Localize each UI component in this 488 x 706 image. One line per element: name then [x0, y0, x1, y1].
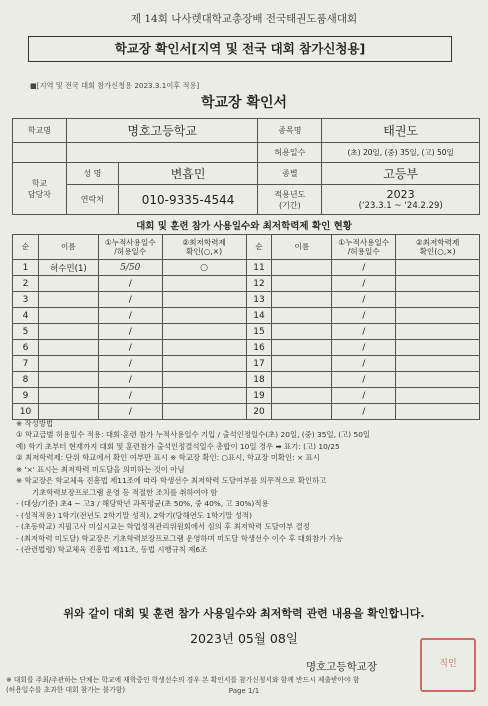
- cell-check: [162, 372, 246, 388]
- cell-check: [396, 388, 480, 404]
- table-row: [13, 276, 480, 292]
- cell-days: /: [98, 308, 162, 324]
- cell-check: [396, 308, 480, 324]
- participation-table: [12, 234, 480, 420]
- table-row: [13, 340, 480, 356]
- cell-days: /: [332, 404, 396, 420]
- contact-label: 연락처: [66, 185, 118, 215]
- cell-name: [38, 372, 98, 388]
- cell-check: [396, 356, 480, 372]
- cell-no: 2: [13, 276, 39, 292]
- contact-value: 010-9335-4544: [118, 185, 258, 215]
- type-value: 고등부: [322, 163, 480, 185]
- days-value: (초) 20일, (중) 35일, (고) 50일: [322, 143, 480, 163]
- cell-days: /: [332, 356, 396, 372]
- cell-name: 허수민(1): [38, 260, 98, 276]
- principal-signature: 명호고등학교장: [306, 661, 378, 673]
- cell-check: [162, 340, 246, 356]
- cell-no: 12: [246, 276, 272, 292]
- note-line: ※ '×' 표시는 최저학력 미도달을 의미하는 것이 아님: [16, 464, 185, 474]
- event-label: 종목명: [258, 119, 322, 143]
- cell-check: [162, 356, 246, 372]
- event-title: 제 14회 나사렛대학교총장배 전국태권도품새대회: [130, 13, 358, 25]
- table-row: [13, 260, 480, 276]
- cell-check: [396, 372, 480, 388]
- table-row: [13, 308, 480, 324]
- cell-check: [396, 260, 480, 276]
- official-seal-stamp: 직인: [420, 638, 476, 692]
- year-value: 2023 (‘23.3.1 ~ ‘24.2.29): [322, 185, 480, 215]
- staff-label: 학교 담당자: [13, 163, 67, 215]
- cell-no: 9: [13, 388, 39, 404]
- box-title: 학교장 확인서[지역 및 전국 대회 참가신청용]: [114, 41, 366, 56]
- cell-name: [272, 356, 332, 372]
- cell-check: [162, 324, 246, 340]
- cell-no: 17: [246, 356, 272, 372]
- cell-name: [38, 324, 98, 340]
- cell-no: 19: [246, 388, 272, 404]
- cell-no: 7: [13, 356, 39, 372]
- cell-no: 15: [246, 324, 272, 340]
- cell-name: [38, 276, 98, 292]
- table-row: [13, 372, 480, 388]
- cell-days: /: [332, 388, 396, 404]
- year-label: 적용년도 (기간): [258, 185, 322, 215]
- form-title: 학교장 확인서: [200, 95, 288, 111]
- cell-days: /: [332, 276, 396, 292]
- cell-no: 3: [13, 292, 39, 308]
- cell-check: [162, 308, 246, 324]
- note-line: ※ 학교장은 학교체육 진흥법 제11조에 따라 학생선수 최저학력 도달여부를 의무적으로 확인하고: [16, 476, 327, 486]
- table-row: [13, 292, 480, 308]
- cell-name: [272, 388, 332, 404]
- name-value: 변흡민: [118, 163, 258, 185]
- cell-name: [38, 292, 98, 308]
- cell-days: /: [332, 372, 396, 388]
- cell-no: 8: [13, 372, 39, 388]
- col-no: 순: [13, 235, 39, 260]
- col-check: ②최저학력제 확인(○,×): [396, 235, 480, 260]
- note-line: ※ 작성방법: [16, 419, 54, 428]
- cell-name: [38, 308, 98, 324]
- cell-name: [272, 372, 332, 388]
- cell-check: [396, 340, 480, 356]
- note-line: - (관련법령) 학교체육 진흥법 제11조, 동법 시행규칙 제6조: [16, 545, 208, 555]
- cell-name: [38, 356, 98, 372]
- cell-days: /: [332, 260, 396, 276]
- cell-no: 16: [246, 340, 272, 356]
- table-row: [13, 356, 480, 372]
- cell-name: [38, 388, 98, 404]
- cell-no: 5: [13, 324, 39, 340]
- cell-days: /: [98, 388, 162, 404]
- note-line: - (대상/기준) 초4 ~ 고3 / 해당학년 과목평균(초 50%, 중 40%, 고 30%)적용: [16, 499, 269, 509]
- cell-no: 20: [246, 404, 272, 420]
- section-title: 대회 및 훈련 참가 사용일수와 최저학력제 확인 현황: [136, 221, 352, 232]
- cell-name: [272, 260, 332, 276]
- cell-days: /: [98, 340, 162, 356]
- cell-days: /: [98, 404, 162, 420]
- cell-check: [396, 276, 480, 292]
- cell-days: /: [98, 292, 162, 308]
- cell-no: 4: [13, 308, 39, 324]
- note-line: - (초등학교) 지필고사 미실시교는 학업성적관리위원회에서 심의 후 최저학력 도달여부 결정: [16, 522, 310, 532]
- cell-no: 1: [13, 260, 39, 276]
- school-label: 학교명: [13, 119, 67, 143]
- cell-check: [396, 324, 480, 340]
- page-number: Page 1/1: [228, 687, 260, 695]
- cell-days: /: [332, 308, 396, 324]
- note-line: ② 최저학력제: 단위 학교에서 확인 여부만 표시 ※ 학교장 확인: ○표시, 학교장 미확인: × 표시: [16, 453, 320, 463]
- cell-no: 18: [246, 372, 272, 388]
- col-name: 이름: [38, 235, 98, 260]
- note-line: 예) 학기 초부터 현재까지 대회 및 훈련참가 출석인정결석일수 총합이 10일 경우 ➡ 표기: (고) 10/25: [16, 441, 340, 451]
- cell-name: [272, 324, 332, 340]
- note-line: - (성적적용) 1학기(전년도 2학기말 성적), 2학기(당해연도 1학기말 성적): [16, 510, 253, 520]
- table-row: [13, 324, 480, 340]
- cell-no: 6: [13, 340, 39, 356]
- school-value: 명호고등학교: [66, 119, 258, 143]
- cell-days: /: [98, 356, 162, 372]
- table-header: [13, 235, 480, 260]
- cell-name: [272, 276, 332, 292]
- cell-no: 14: [246, 308, 272, 324]
- col-name: 이름: [272, 235, 332, 260]
- cell-name: [272, 340, 332, 356]
- title-box: [28, 36, 452, 62]
- cell-days: /: [332, 324, 396, 340]
- cell-no: 11: [246, 260, 272, 276]
- cell-check: [162, 276, 246, 292]
- col-days: ①누적사용일수 /허용일수: [332, 235, 396, 260]
- cell-name: [272, 292, 332, 308]
- confirmation-statement: 위와 같이 대회 및 훈련 참가 사용일수와 최저학력 관련 내용을 확인합니다.: [63, 607, 425, 620]
- col-days: ①누적사용일수 /허용일수: [98, 235, 162, 260]
- cell-check: ○: [162, 260, 246, 276]
- cell-no: 13: [246, 292, 272, 308]
- cell-check: [162, 388, 246, 404]
- col-no: 순: [246, 235, 272, 260]
- instructions-notes: [16, 418, 476, 556]
- cell-days: 5/50: [98, 260, 162, 276]
- cell-days: /: [332, 340, 396, 356]
- cell-no: 10: [13, 404, 39, 420]
- event-value: 태권도: [322, 119, 480, 143]
- col-check: ②최저학력제 확인(○,×): [162, 235, 246, 260]
- footnote: ※ 대회를 주최/주관하는 단체는 학교에 재학중인 학생선수의 경우 본 확인서를 참가신청서와 함께 반드시 제출받아야 함 (허용일수를 초과한 대회 참가는 불가함): [6, 676, 360, 694]
- info-table: [12, 118, 480, 215]
- cell-check: [396, 292, 480, 308]
- cell-days: /: [332, 292, 396, 308]
- type-label: 종별: [258, 163, 322, 185]
- table-row: [13, 388, 480, 404]
- note-line: 기초학력보장프로그램 운영 등 적절한 조치를 취하여야 함: [32, 487, 218, 497]
- days-label: 허용일수: [258, 143, 322, 163]
- cell-check: [162, 292, 246, 308]
- cell-name: [272, 308, 332, 324]
- cell-days: /: [98, 324, 162, 340]
- cell-days: /: [98, 372, 162, 388]
- note-line: ① 학교급별 허용일수 적용: 대회·훈련 참가 누적사용일수 기입 / 출석인정일수(초) 20일, (중) 35일, (고) 50일: [16, 430, 371, 440]
- cell-days: /: [98, 276, 162, 292]
- name-label: 성 명: [66, 163, 118, 185]
- issue-date: 2023년 05월 08일: [190, 631, 298, 646]
- cell-name: [38, 340, 98, 356]
- note-line: - (최저학력 미도달) 학교장은 기초학력보장프로그램 운영하며 미도달 학생선수 이수 후 대회참가 가능: [16, 533, 343, 543]
- application-notice: ■[지역 및 전국 대회 참가신청용 2023.3.1이후 적용]: [30, 81, 200, 90]
